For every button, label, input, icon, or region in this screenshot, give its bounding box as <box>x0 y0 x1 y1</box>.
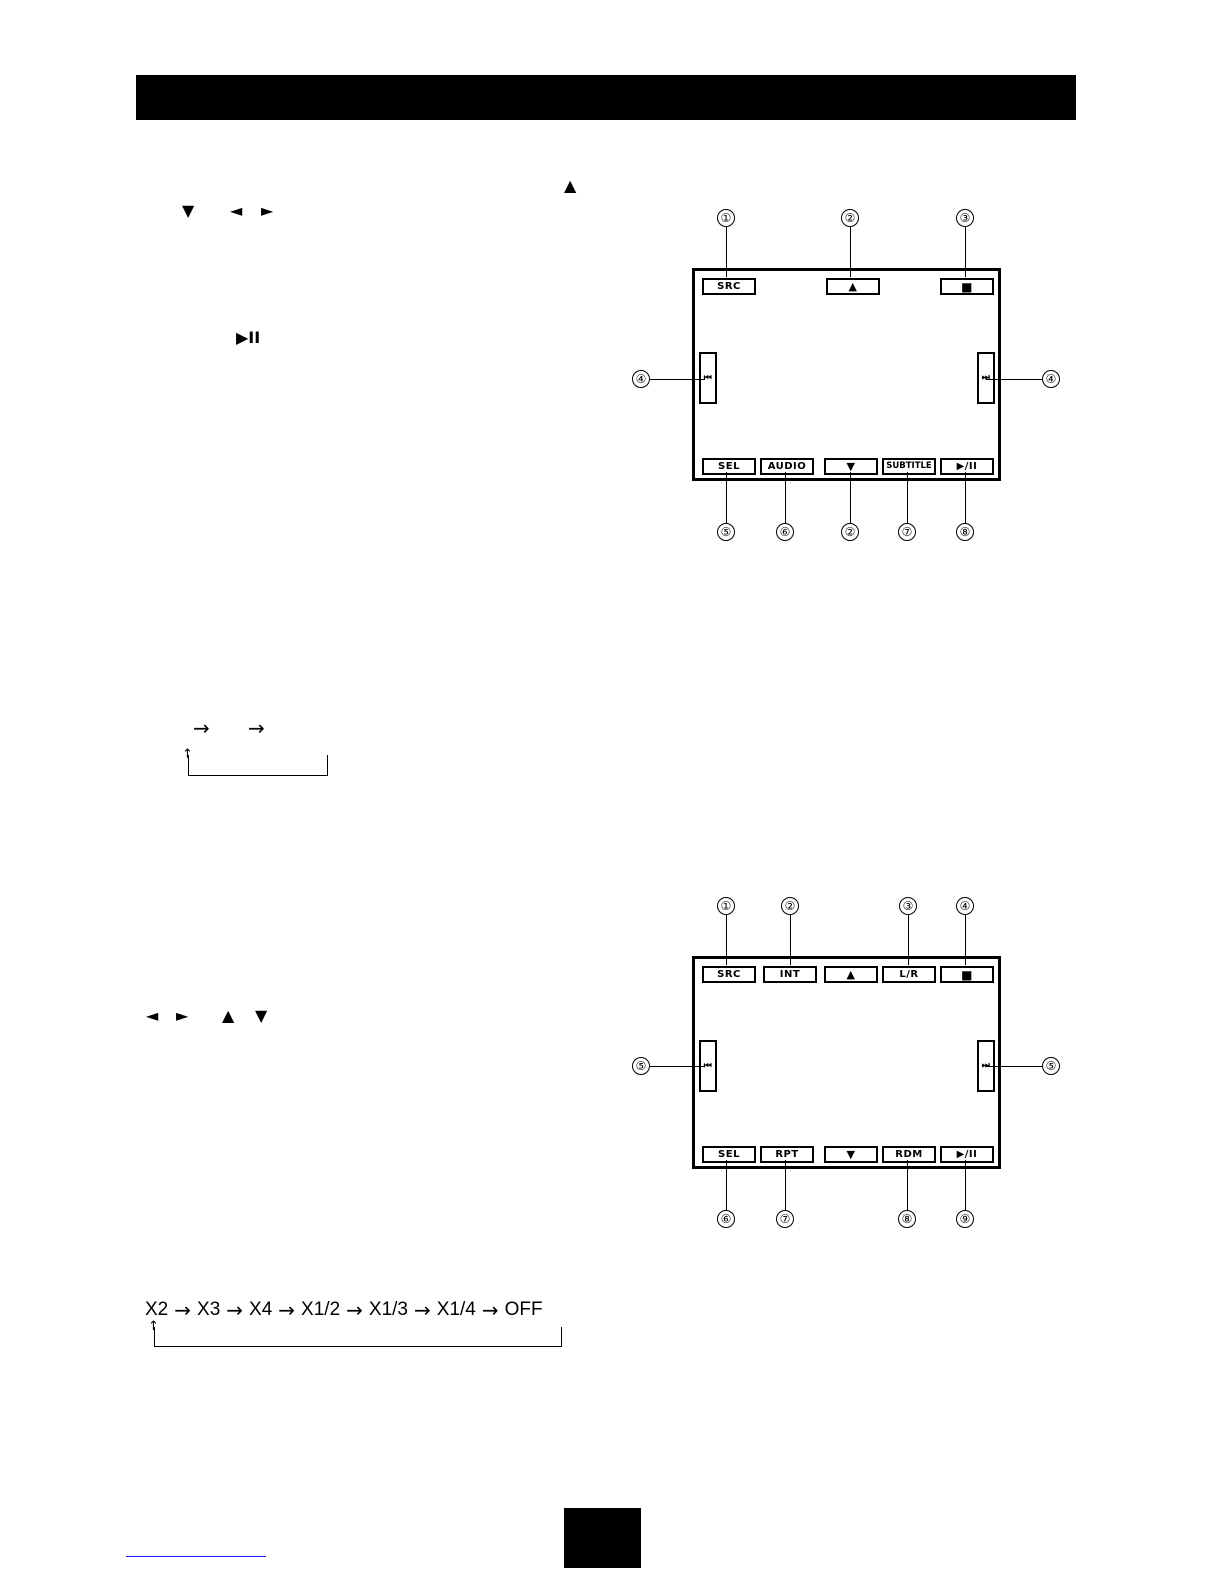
stop-button[interactable]: ■ <box>940 278 994 295</box>
cd-touch-panel <box>692 956 1001 1169</box>
play-pause-button[interactable]: ▶/II <box>940 458 994 475</box>
leader-line <box>907 472 908 523</box>
callout-2: ② <box>841 209 859 227</box>
left-triangle-icon: ◄ <box>230 201 243 220</box>
callout-3: ③ <box>899 897 917 915</box>
leader-line <box>726 915 727 965</box>
arrow-icon: → <box>481 1298 499 1322</box>
callout-8: ⑧ <box>956 523 974 541</box>
up-triangle-icon: ▲ <box>222 1006 235 1025</box>
arrow-icon: → <box>174 1298 192 1322</box>
speed-item: X4 <box>249 1299 273 1320</box>
callout-7: ⑦ <box>898 523 916 541</box>
sel-button[interactable]: SEL <box>702 1146 756 1163</box>
leader-line <box>785 1160 786 1210</box>
speed-item: X1/3 <box>368 1299 408 1320</box>
callout-8: ⑧ <box>898 1210 916 1228</box>
cycle-return-arrow-icon: ↑ <box>182 747 193 762</box>
leader-line <box>850 472 851 523</box>
leader-line <box>785 472 786 523</box>
cycle-arrow-icon: → <box>248 716 265 740</box>
leader-line <box>965 227 966 277</box>
left-triangle-icon: ◄ <box>146 1006 159 1025</box>
arrow-icon: → <box>346 1298 363 1322</box>
up-arrow-button[interactable]: ▲ <box>824 966 878 983</box>
page-number-tab <box>564 1508 641 1568</box>
leader-line <box>726 1160 727 1210</box>
dvd-touch-panel <box>692 268 1001 481</box>
callout-7: ⑦ <box>776 1210 794 1228</box>
leader-line <box>986 1066 1042 1067</box>
right-triangle-icon: ► <box>261 201 274 220</box>
up-triangle-icon: ▲ <box>564 176 577 195</box>
prev-track-button[interactable]: ⏮ <box>699 352 717 404</box>
callout-5: ⑤ <box>717 523 735 541</box>
down-triangle-icon: ▼ <box>255 1006 268 1025</box>
leader-line <box>726 472 727 523</box>
leader-line <box>965 1160 966 1210</box>
audio-button[interactable]: AUDIO <box>760 458 814 475</box>
speed-item: X1/2 <box>301 1299 341 1320</box>
callout-2: ② <box>781 897 799 915</box>
subtitle-button[interactable]: SUBTITLE <box>882 458 936 475</box>
leader-line <box>965 915 966 965</box>
leader-line <box>726 227 727 277</box>
cycle-arrow-icon: → <box>193 716 210 740</box>
speed-item: X3 <box>197 1299 221 1320</box>
next-track-button[interactable]: ⏭ <box>977 352 995 404</box>
callout-1: ① <box>717 209 735 227</box>
callout-6: ⑥ <box>717 1210 735 1228</box>
callout-5-left: ⑤ <box>632 1057 650 1075</box>
callout-9: ⑨ <box>956 1210 974 1228</box>
int-button[interactable]: INT <box>763 966 817 983</box>
rpt-button[interactable]: RPT <box>760 1146 814 1163</box>
arrow-icon: → <box>278 1298 296 1322</box>
leader-line <box>850 227 851 277</box>
cycle-return-line <box>188 755 328 776</box>
callout-4-right: ④ <box>1042 370 1060 388</box>
header-bar <box>136 75 1076 120</box>
leader-line <box>790 915 791 965</box>
play-pause-icon: ▶II <box>236 328 261 347</box>
callout-2-bottom: ② <box>841 523 859 541</box>
callout-3: ③ <box>956 209 974 227</box>
up-arrow-button[interactable]: ▲ <box>826 278 880 295</box>
callout-6: ⑥ <box>776 523 794 541</box>
speed-item: OFF <box>504 1299 543 1320</box>
leader-line <box>965 472 966 523</box>
down-arrow-button[interactable]: ▼ <box>824 458 878 475</box>
speed-cycle-return-line <box>154 1327 562 1347</box>
prev-track-button[interactable]: ⏮ <box>699 1040 717 1092</box>
leader-line <box>907 1160 908 1210</box>
callout-4-left: ④ <box>632 370 650 388</box>
leader-line <box>986 379 1042 380</box>
src-button[interactable]: SRC <box>702 966 756 983</box>
next-track-button[interactable]: ⏭ <box>977 1040 995 1092</box>
speed-item: X2 <box>145 1299 169 1320</box>
arrow-icon: → <box>414 1298 431 1322</box>
leader-line <box>908 915 909 965</box>
callout-1: ① <box>717 897 735 915</box>
play-pause-button[interactable]: ▶/II <box>940 1146 994 1163</box>
footer-link-underline[interactable] <box>126 1556 266 1557</box>
right-triangle-icon: ► <box>176 1006 189 1025</box>
speed-cycle-sequence <box>145 1299 543 1321</box>
sel-button[interactable]: SEL <box>702 458 756 475</box>
down-arrow-button[interactable]: ▼ <box>824 1146 878 1163</box>
speed-item: X1/4 <box>436 1299 476 1320</box>
src-button[interactable]: SRC <box>702 278 756 295</box>
leader-line <box>650 1066 705 1067</box>
leader-line <box>650 379 705 380</box>
callout-4: ④ <box>956 897 974 915</box>
arrow-icon: → <box>226 1298 244 1322</box>
speed-cycle-return-arrow-icon: ↑ <box>148 1319 159 1334</box>
callout-5-right: ⑤ <box>1042 1057 1060 1075</box>
lr-button[interactable]: L/R <box>882 966 936 983</box>
stop-button[interactable]: ■ <box>940 966 994 983</box>
rdm-button[interactable]: RDM <box>882 1146 936 1163</box>
down-triangle-icon: ▼ <box>182 201 195 220</box>
